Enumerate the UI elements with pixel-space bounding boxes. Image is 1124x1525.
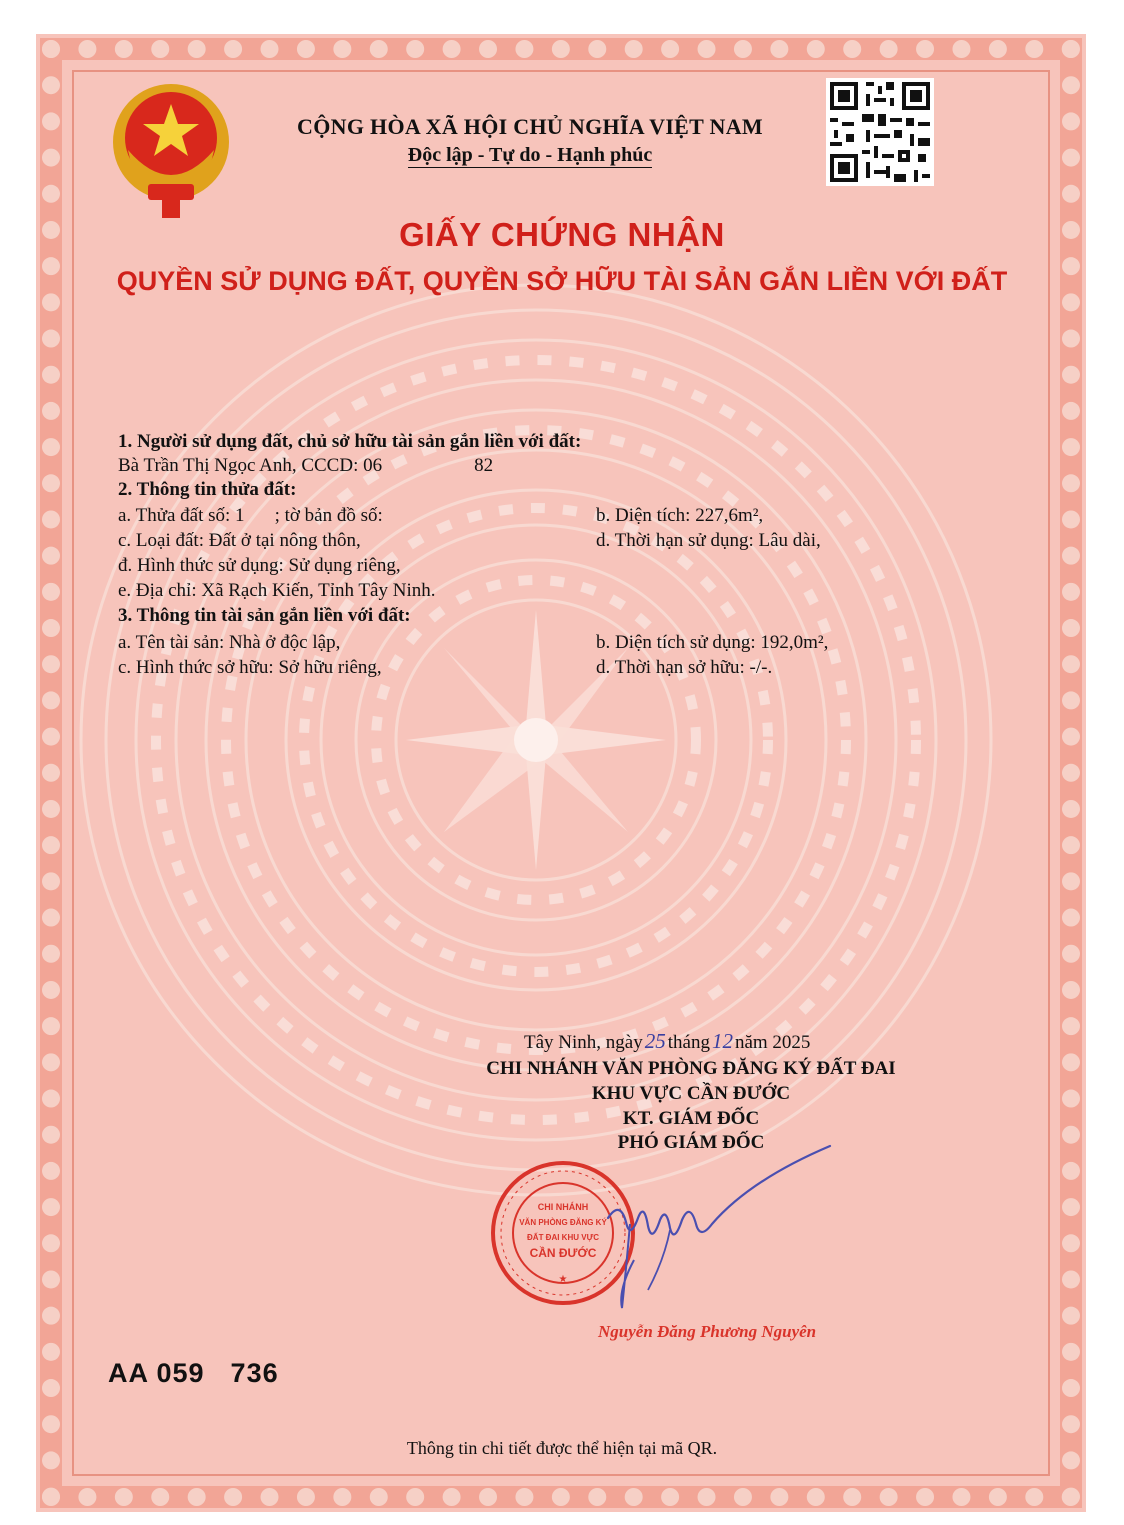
issue-place: Tây Ninh, ngày — [524, 1032, 643, 1053]
issuing-office: CHI NHÁNH VĂN PHÒNG ĐĂNG KÝ ĐẤT ĐAI — [486, 1058, 896, 1079]
year-label: năm 2025 — [734, 1032, 811, 1053]
office-area: KHU VỰC CẦN ĐƯỚC — [591, 1083, 791, 1104]
serial-suffix: 736 — [230, 1358, 279, 1388]
seal-star-icon: ★ — [558, 1274, 568, 1285]
parcel-number: a. Thửa đất số: 1 — [118, 505, 245, 526]
ownership-term: d. Thời hạn sở hữu: -/-. — [596, 657, 773, 678]
issue-day: 25 — [644, 1029, 666, 1053]
usage-term: d. Thời hạn sử dụng: Lâu dài, — [596, 530, 821, 551]
issue-month: 12 — [711, 1029, 733, 1053]
serial-prefix: AA 059 — [108, 1358, 205, 1388]
qr-code-icon — [826, 78, 934, 186]
national-motto-text: Độc lập - Tự do - Hạnh phúc — [407, 144, 653, 166]
national-motto — [250, 144, 810, 167]
section2-heading: 2. Thông tin thửa đất: — [118, 479, 297, 500]
seal-line3: ĐẤT ĐAI KHU VỰC — [527, 1233, 599, 1242]
director-title: KT. GIÁM ĐỐC — [622, 1108, 760, 1129]
land-area: b. Diện tích: 227,6m², — [596, 505, 764, 526]
issue-date — [524, 1030, 810, 1055]
national-emblem-icon — [108, 80, 234, 222]
asset-name: a. Tên tài sản: Nhà ở độc lập, — [118, 632, 341, 653]
certificate-subtitle: QUYỀN SỬ DỤNG ĐẤT, QUYỀN SỞ HỮU TÀI SẢN GẮN LIỀN VỚI ĐẤT — [116, 266, 1008, 296]
owner-line — [118, 454, 493, 478]
seal-line4: CẦN ĐƯỚC — [529, 1246, 597, 1260]
qr-footnote: Thông tin chi tiết được thể hiện tại mã QR. — [406, 1438, 718, 1458]
usage-form: đ. Hình thức sử dụng: Sử dụng riêng, — [118, 555, 401, 576]
serial-number — [108, 1358, 279, 1389]
deputy-title: PHÓ GIÁM ĐỐC — [617, 1132, 765, 1153]
map-sheet-label: ; tờ bản đồ số: — [274, 505, 383, 526]
seal-line2: VĂN PHÒNG ĐĂNG KÝ — [519, 1218, 607, 1227]
owner-name-id: Bà Trần Thị Ngọc Anh, CCCD: 06 — [118, 455, 383, 476]
section1-heading: 1. Người sử dụng đất, chủ sở hữu tài sản gắn liền với đất: — [118, 431, 582, 452]
land-type: c. Loại đất: Đất ở tại nông thôn, — [118, 530, 361, 551]
ownership-form: c. Hình thức sở hữu: Sở hữu riêng, — [118, 657, 382, 678]
floor-area: b. Diện tích sử dụng: 192,0m², — [596, 632, 829, 653]
certificate-title: GIẤY CHỨNG NHẬN — [399, 216, 725, 253]
section3-heading: 3. Thông tin tài sản gắn liền với đất: — [118, 605, 411, 626]
country-name: CỘNG HÒA XÃ HỘI CHỦ NGHĨA VIỆT NAM — [297, 114, 763, 139]
month-label: tháng — [667, 1032, 710, 1053]
parcel-number-line — [118, 504, 383, 528]
handwritten-signature — [600, 1140, 840, 1320]
seal-line1: CHI NHÁNH — [537, 1202, 589, 1212]
owner-id-tail: 82 — [474, 455, 494, 476]
land-address: e. Địa chỉ: Xã Rạch Kiến, Tỉnh Tây Ninh. — [118, 580, 436, 601]
signer-name: Nguyễn Đăng Phương Nguyên — [598, 1322, 817, 1341]
